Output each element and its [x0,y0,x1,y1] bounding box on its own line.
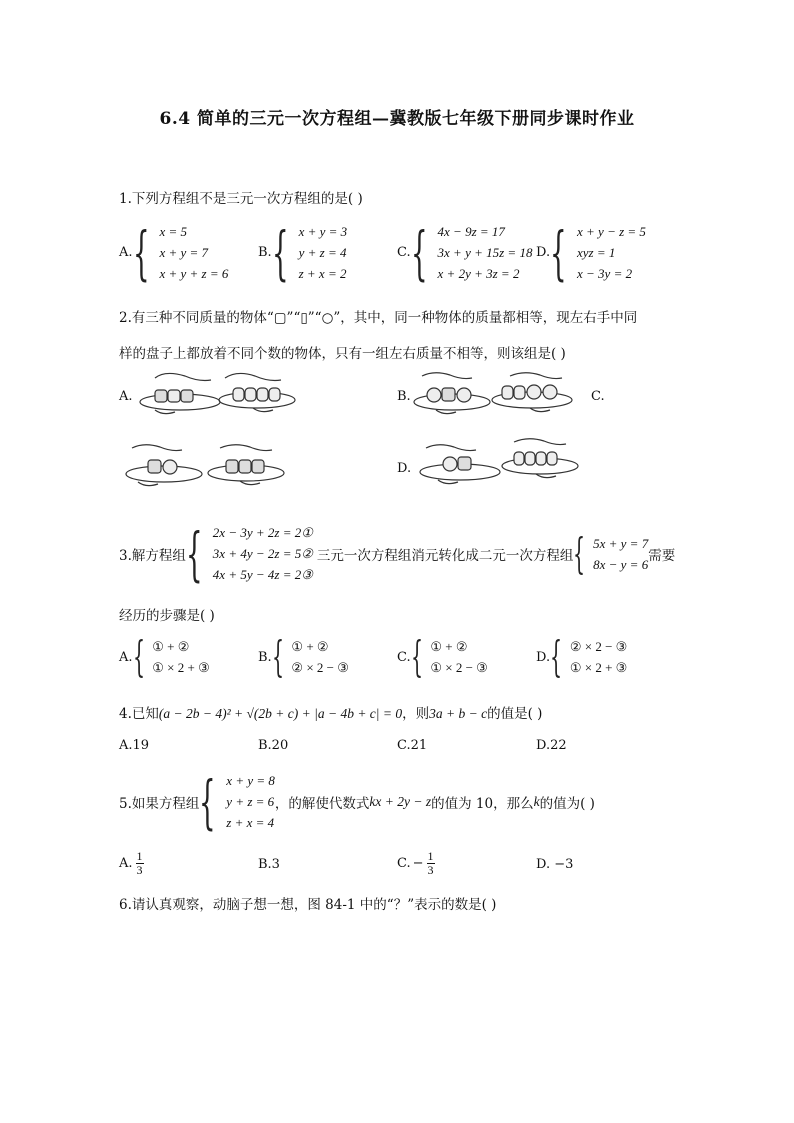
brace-icon: { [132,632,145,681]
q2-option-a-label[interactable]: A. [119,389,133,404]
q5-option-d[interactable]: D. −3 [536,857,574,872]
equation: x + y = 8 [226,773,275,788]
brace-icon: { [185,519,203,588]
equation: y + z = 4 [298,245,347,260]
step: ② × 2 − ③ [569,639,628,654]
q3-line2: 经历的步骤是( ) [119,608,215,624]
q4-expression: (a − 2b − 4)² + √(2b + c) + |a − 4b + c| = 0 [158,706,403,721]
option-label: C. [397,649,411,665]
step: ① + ② [291,639,329,654]
q4-option-d[interactable]: D.22 [536,738,567,753]
equation: z + x = 2 [298,266,347,281]
brace-icon: { [550,218,567,287]
denominator: 3 [136,863,143,877]
option-label: C. [397,245,411,260]
q5-stem [119,767,595,836]
q5-mid1: ，的解使代数式 [274,795,370,812]
option-label: B. [258,649,272,665]
q2-option-b-label[interactable]: B. [397,389,411,404]
brace-icon: { [550,632,563,681]
option-label: B. [258,245,272,260]
q5-option-a[interactable] [119,850,144,877]
plate-with-objects-icon [414,373,572,414]
q4-option-b[interactable]: B.20 [258,738,289,753]
q5-suffix: 的值为( ) [539,795,595,812]
q2-option-c-picture [122,440,287,490]
q5-expression: kx + 2y − z [369,793,432,809]
q2-option-b-picture [410,368,575,420]
numerator: 1 [136,849,143,863]
option-label: D. [536,245,551,260]
equation: 4x − 9z = 17 [437,224,505,239]
step: ② × 2 − ③ [291,660,349,675]
option-label: C. [397,856,411,871]
brace-icon: { [410,218,428,287]
equation: x + y = 3 [298,224,348,239]
q1-option-c[interactable] [397,218,533,287]
step: ① + ② [430,639,468,654]
equation: y + z = 6 [226,794,275,809]
equation: xyz = 1 [577,245,616,260]
plate-with-objects-icon [126,445,284,486]
q4-mid: ，则 [402,706,430,722]
brace-icon: { [199,767,216,836]
q3-prefix: 3.解方程组 [119,547,186,564]
equation: z + x = 4 [226,815,275,830]
q3-option-a[interactable] [119,632,210,681]
option-label: A. [119,245,133,260]
step: ① × 2 + ③ [152,660,210,675]
q4-option-a[interactable]: A.19 [119,738,150,753]
equation: 8x − y = 6 [593,556,649,572]
q3-option-d[interactable] [536,632,628,681]
q3-option-c[interactable] [397,632,488,681]
equation: x + y = 7 [159,245,209,260]
step: ① + ② [152,639,190,654]
plate-with-objects-icon [140,373,295,413]
option-label: A. [119,856,133,871]
q4-prefix: 4.已知 [119,706,159,722]
q5-prefix: 5.如果方程组 [119,795,200,812]
q2-stem-line2: 样的盘子上都放着不同个数的物体，只有一组左右质量不相等，则该组是( ) [119,346,566,362]
q1-option-b[interactable] [258,218,348,287]
equation: 2x − 3y + 2z = 2① [212,525,313,540]
fraction [427,850,435,877]
q6-stem: 6.请认真观察，动脑子想一想，图 84-1 中的“？”表示的数是( ) [119,897,497,913]
brace-icon: { [271,632,284,681]
q5-k: k [533,793,540,809]
q2-stem-line1: 2.有三种不同质量的物体“▢”“▯”“○”，其中，同一种物体的质量都相等，现左右手中同 [119,310,638,326]
numerator: 1 [427,849,434,863]
q4-option-c[interactable]: C.21 [397,738,428,753]
minus-sign: − [412,856,424,871]
q2-option-d-label[interactable]: D. [397,461,412,476]
step: ① × 2 − ③ [430,660,488,675]
q3-option-b[interactable] [258,632,349,681]
option-label: D. [536,649,551,665]
fraction [136,850,144,877]
q2-option-d-picture [418,434,583,490]
equation: 4x + 5y − 4z = 2③ [212,567,313,582]
denominator: 3 [427,863,434,877]
equation: x + y − z = 5 [577,224,646,239]
q3-suffix: 需要 [648,547,676,564]
q4-stem [119,702,542,722]
option-label: A. [119,649,133,665]
q2-option-c-label[interactable]: C. [591,389,605,404]
q4-suffix: 的值是( ) [487,706,543,722]
equation: 5x + y = 7 [593,535,649,551]
step: ① × 2 + ③ [569,660,628,675]
q3-middle: 三元一次方程组消元转化成二元一次方程组 [316,547,574,564]
equation: x − 3y = 2 [577,266,633,281]
q4-expression2: 3a + b − c [429,706,488,721]
q3-stem [119,519,676,588]
equation: 3x + y + 15z = 18 [437,245,533,260]
brace-icon: { [271,218,289,287]
brace-icon: { [410,632,423,681]
page-title: 6.4 简单的三元一次方程组—冀教版七年级下册同步课时作业 [159,109,635,129]
equation: 3x + 4y − 2z = 5② [212,546,313,561]
brace-icon: { [132,218,150,287]
equation: x + y + z = 6 [159,266,229,281]
equation: x + 2y + 3z = 2 [437,266,520,281]
q5-option-c[interactable] [397,850,435,877]
q1-option-a[interactable] [119,218,229,287]
equation: x = 5 [159,224,187,239]
q2-option-a-picture [135,368,300,418]
q5-option-b[interactable]: B.3 [258,857,280,872]
brace-icon: { [573,528,586,578]
plate-with-objects-icon [420,439,578,484]
q1-stem: 1.下列方程组不是三元一次方程组的是( ) [119,191,363,207]
q1-option-d[interactable] [536,218,646,287]
q5-mid2: 的值为 10，那么 [431,795,534,812]
